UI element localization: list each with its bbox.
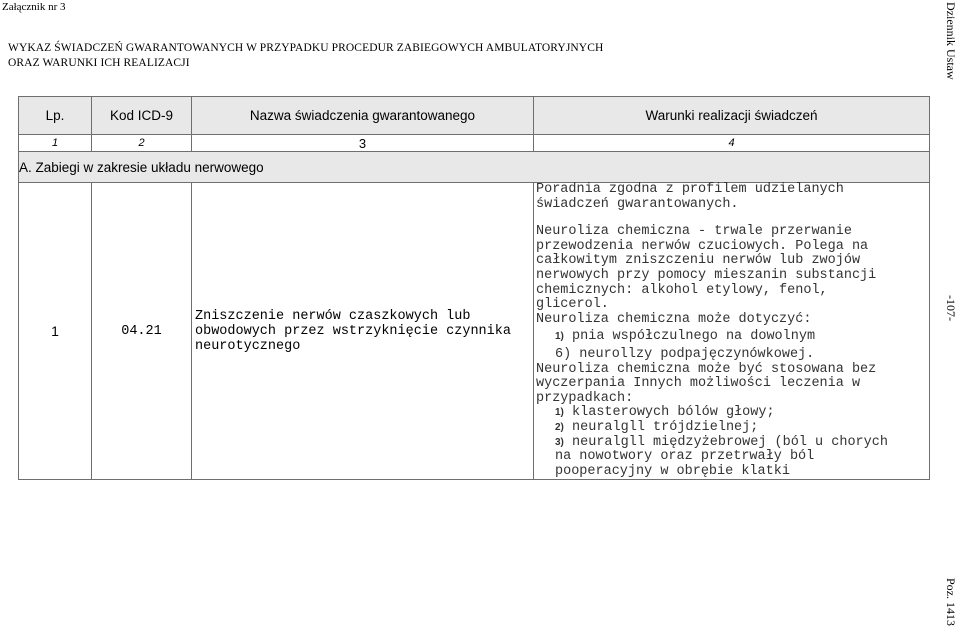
cond-line: Poradnia zgodna z profilem udzielanych [536, 182, 844, 197]
position-number: Poz. 1413 [944, 578, 958, 626]
column-number-row [19, 135, 930, 152]
header-conditions: Warunki realizacji świadczeń [534, 97, 930, 135]
document-title [8, 41, 603, 71]
list-marker: 1) [555, 407, 564, 419]
list-text: neuralgll międzyżebrowej (ból u chorych [572, 434, 888, 450]
header-icd: Kod ICD-9 [92, 97, 192, 135]
list-text: pnia współczulnego na dowolnym [572, 329, 816, 345]
row-icd-code: 04.21 [92, 183, 192, 480]
column-number-4: 4 [534, 135, 930, 152]
header-row [19, 97, 930, 135]
section-title: A. Zabiegi w zakresie układu nerwowego [19, 152, 930, 183]
row-conditions [534, 183, 930, 480]
list-text: neuralgll trójdzielnej; [572, 419, 759, 435]
cond-line: chemicznych: alkohol etylowy, fenol, [536, 282, 828, 298]
cond-list-item [536, 406, 929, 421]
cond-list-item [536, 421, 929, 436]
title-line-1: WYKAZ ŚWIADCZEŃ GWARANTOWANYCH W PRZYPADKU PROCEDUR ZABIEGOWYCH AMBULATORYJNYCH [8, 42, 604, 54]
cond-line: na nowotwory oraz przetrwały ból [555, 449, 815, 465]
cond-line: przewodzenia nerwów czuciowych. Polega na [536, 238, 869, 254]
cond-line: Neuroliza chemiczna - trwale przerwanie [536, 224, 852, 240]
column-number-1: 1 [19, 135, 92, 152]
column-number-2: 2 [92, 135, 192, 152]
cond-list-item [536, 436, 929, 451]
cond-line: Neuroliza chemiczna może dotyczyć: [536, 311, 812, 327]
row-procedure-name: Zniszczenie nerwów czaszkowych lub obwodowych przez wstrzyknięcie czynnika neurotycznego [192, 183, 534, 480]
cond-line: Neuroliza chemiczna może być stosowana bez [536, 361, 877, 377]
title-line-2: ORAZ WARUNKI ICH REALIZACJI [8, 57, 190, 69]
cond-line: pooperacyjny w obrębie klatki [555, 463, 790, 479]
cond-line: nerwowych przy pomocy mieszanin substancji [536, 267, 877, 283]
attachment-label: Załącznik nr 3 [2, 1, 66, 13]
journal-name: Dziennik Ustaw [944, 2, 958, 80]
header-lp: Lp. [19, 97, 92, 135]
section-row [19, 152, 930, 183]
list-marker: 2) [555, 421, 564, 433]
column-number-3: 3 [192, 135, 534, 152]
cond-line: świadczeń gwarantowanych. [536, 196, 739, 212]
table-row [19, 183, 930, 480]
procedures-table [18, 96, 930, 480]
cond-list-item [536, 330, 929, 345]
cond-line: glicerol. [536, 297, 609, 313]
cond-line: całkowitym zniszczeniu nerwów lub zwojów [536, 253, 861, 269]
cond-line: wyczerpania Innych możliwości leczenia w [536, 376, 861, 392]
list-text: klasterowych bólów głowy; [572, 405, 775, 421]
page-number: -107- [944, 295, 958, 321]
row-lp: 1 [19, 183, 92, 480]
header-name: Nazwa świadczenia gwarantowanego [192, 97, 534, 135]
cond-list-item: 6) neurollzy podpajęczynówkowej. [555, 346, 815, 362]
cond-line: przypadkach: [536, 390, 634, 406]
list-marker: 1) [555, 331, 564, 343]
list-marker: 3) [555, 436, 564, 448]
